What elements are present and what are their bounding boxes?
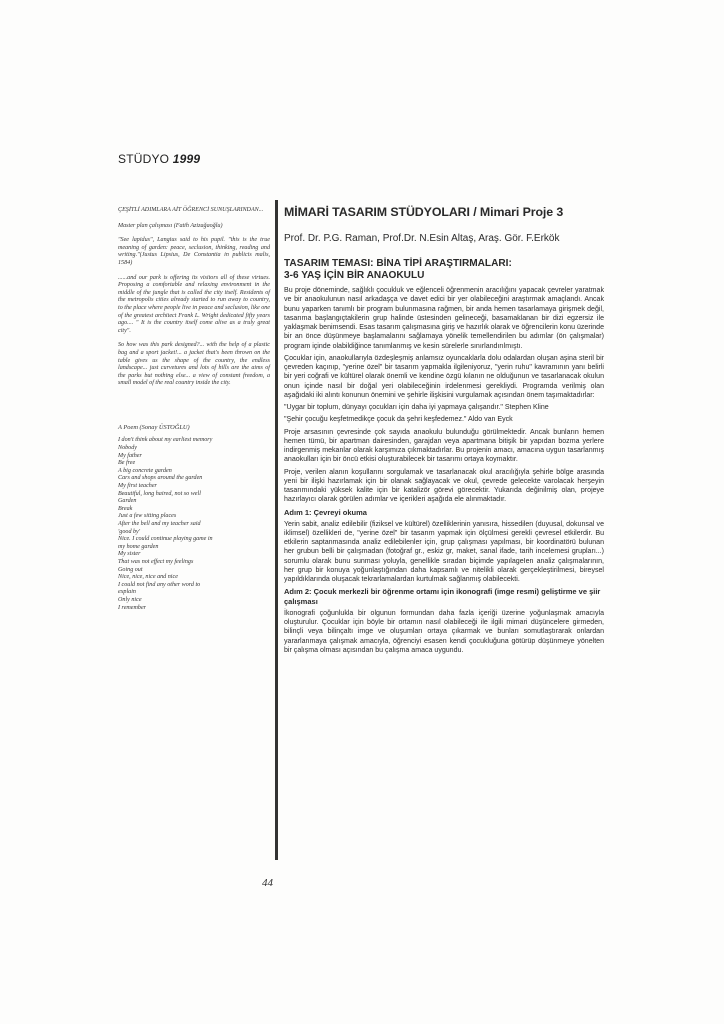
poem-line: I remember (118, 604, 147, 611)
poem-line: my home garden (118, 543, 159, 550)
poem-line: explain (118, 589, 136, 596)
master-plan-credit: Master plan çalışması (Fatih Azizağaoğlu) (118, 222, 223, 229)
poem-line: Cars and shops around the garden (118, 475, 203, 482)
poem-line: Nobody (118, 445, 137, 452)
paragraph-site: Proje arsasının çevresinde çok sayıda anaokulu bulunduğu görülmektedir. Ancak bunların hemen hemen tümü, bir apartman dairesinden, garajdan veya apartmana bitişik bir yapıdan bozma yerlere indirgenmiş mekanlar olarak karşımıza çıkmaktadırlar. Bu projenin amacı, amacına uygun tasarlanmış anaokulları için bir öncü etkisi oluşturabilecek bir tasarımı ortaya koymaktır. (284, 428, 604, 464)
poem-line: Nice, nice, nice and nice (118, 574, 178, 581)
running-head (118, 152, 200, 166)
sidebar-quote-2: ......and our park is offering its visitors all of these virtues. Proposing a comfortable and relaxing environment in the middle of the jungle that is called the city itself. Residents of the metropolis cities already started to run away to country, to the place where people live in peace and seclusion, like one of the greatest architect Frank L. Wright dedicated fifty years ago.... " It is the country itself come alive as a truly great city". (118, 274, 270, 334)
poem-line: Going out (118, 566, 143, 573)
poem (118, 437, 270, 612)
poem-line: Garden (118, 498, 137, 505)
paragraph-step-2: İkonografi çoğunlukla bir olgunun formundan daha fazla içeriği üzerine yoğunlaşmak amacıyla oluşturulur. Çocuklar için böyle bir ortamın nasıl olabileceği ile ilgili mimari düşüncelere girmeden, bilinçli veya bilinçaltı imge ve oluşumları ortaya çıkarmak ve bunları somutlaştırarak onlardan yararlanmaya çalışmak amacıyla, öğrenciyi esasen kendi çocukluğuna götürüp düşünmeye yönelten bir çalışma olması açısından bu çalışma amaca uygundu. (284, 609, 604, 654)
poem-line: My first teacher (118, 483, 157, 490)
poem-line: That was not effect my feelings (118, 558, 194, 565)
sidebar-quote-1: "See lapidus", Langius said to his pupil. "this is the true meaning of garden: peace, seclusion, thinking, reading and writing."(Justus Lipsius, De Constantia in publicis malis, 1584) (118, 237, 270, 266)
page-number: 44 (262, 877, 273, 889)
paragraph-intro: Bu proje döneminde, sağlıklı çocukluk ve eğlenceli öğrenmenin aracılığını yapacak çevreler yaratmak ve bir anaokulunun nasıl arkadaşça ve davet edici bir yer olabileceğini araştırmak amaçlandı. Ancak bunu yaparken tanımlı bir program bulunmasına rağmen, bir anda hemen tasarlamaya girişmek değil, tasarıma başlangıçtakilerin grup halinde üstesinden gelineceği, basamaklanan bir dizi egzersiz ile yaklaşmak benimsendi. Esas tasarım çalışmasına giriş ve hazırlık olarak ve öğrencilerin konu üzerinde bir an önce düşünmeye başlamalarını sağlamaya yönelik temellendirilen bu adımlar (ön çalışmalar) program içinde olabildiğince tanımlanmış ve kesin sürelerle sınırlandırılmıştı. (284, 287, 604, 350)
poem-line: Break (118, 505, 133, 512)
poem-line: Just a few sitting places (118, 513, 177, 520)
poem-title: A Poem (Sonay ÜSTOĞLU) (118, 423, 190, 431)
poem-line: My sister (118, 551, 141, 558)
quote-aldo-van-eyck: "Şehir çocuğu keşfetmedikçe çocuk da şehri keşfedemez." Aldo van Eyck (284, 416, 513, 424)
poem-line: Nice. I could continue playing game in (118, 536, 213, 543)
poem-line: I could not find any other word to (118, 581, 201, 588)
sidebar-column (118, 207, 270, 612)
journal-name: STÜDYO (118, 152, 170, 166)
step-1-heading: Adım 1: Çevreyi okuma (284, 507, 367, 517)
sidebar-heading: ÇEŞİTLİ ADIMLARA AİT ÖĞRENCİ SUNUŞLARINDAN... (118, 207, 264, 213)
poem-line: My father (118, 452, 142, 459)
theme-line-1: TASARIM TEMASI: BİNA TİPİ ARAŞTIRMALARI: (284, 258, 512, 269)
column-divider (275, 200, 278, 860)
sidebar-quote-3: So how was this park designed?... with the help of a plastic bag and a sport jacket!... a jacket that's been thrown on the table gives us the shape of the country, the endless landscape... just curvetures and lots of hills are the aims of the parks but nothing else... a view of constant freedom, a small model of the real country inside the city. (118, 342, 270, 387)
poem-line: I don't think about my earliest memory (118, 437, 213, 444)
poem-line: 'good by' (118, 528, 141, 535)
article-authors: Prof. Dr. P.G. Raman, Prof.Dr. N.Esin Altaş, Araş. Gör. F.Erkök (284, 233, 560, 244)
paragraph-step-1: Yerin sabit, analiz edilebilir (fiziksel ve kültürel) özelliklerinin yanısıra, hissedilen (duyusal, dokunsal ve iklimsel) özellikleri de, "yerine özel" bir tasarım yapmak için ölçülmesi gerekli çevresel etkilerdir. Bu etkilerin saptanmasında analiz edilebilenler için, grup çalışması yapılması, bir koordinatörü bulunan her grubun belli bir çalışmadan (fotoğraf gr., eskiz gr, maket, sanal ifade, tarih incelemesi grupları...) sorumlu olarak bunu sunması yoluyla, genellikle sıradan biçimde yapılageIen analiz çalışmalarının, her grup bir konuya yoğunlaştığından daha kapsamlı ve nitelikli olarak gerçekleştirilmesi, bireysel yapıldıklarında oluşacak tekrarlamalardan kurtulmak sağlanmış olabilecekti. (284, 520, 604, 584)
poem-line: Beautiful, long haired, not so well (118, 490, 201, 497)
article-column (284, 205, 604, 658)
paragraph-children: Çocuklar için, anaokullarıyla özdeşleşmiş anlamsız oyuncaklarla dolu odalardan oluşan aşina steril bir çevreden kaçınıp, "yerine özel" bir tasarım yapmakla ilgileniyoruz, "yerin ruhu" kavramının yanı belirli bir yeri coğrafi ve kültürel olarak önemli ve kendine özgü kılanın ne olduğunun ve tasarlanacak okulun onun içinde nasıl bir doğal yeri olabileceğinin irdelenmesi gerekliydi. Programda verilmiş olan aşağıdaki iki alıntı konunun önemini ve şehirle ilişkisini vurgulamak açısından önem taşımaktadırlar: (284, 354, 604, 399)
quote-stephen-kline: "Uygar bir toplum, dünyayı çocukları için daha iyi yapmaya çalışandır." Stephen Kline (284, 404, 549, 411)
theme-line-2: 3-6 YAŞ İÇİN BİR ANAOKULU (284, 269, 425, 281)
poem-line: After the bell and my teacher said (118, 521, 201, 527)
step-2-heading: Adım 2: Çocuk merkezli bir öğrenme ortamı için ikonografi (imge resmi) geliştirme ve şiir çalışması (284, 587, 601, 606)
paragraph-project: Proje, verilen alanın koşullarını sorgulamak ve tasarlanacak okul aracılığıyla şehirle bölge arasında yeni bir ilişki hazırlamak için bir olanak sağlayacak ve okul, çevrede gelecekte varolacak herşeyin tasarımındaki yüksek kalite için bir katalizör görevi görecektir. Yukarıda değinilmiş olan, projeye hazırlayıcı olarak görülen adımlar ve içerikleri aşağıda ele alınmaktadır. (284, 468, 604, 504)
journal-year: 1999 (172, 152, 201, 166)
design-theme-heading (284, 258, 604, 281)
poem-line: Only nice (118, 596, 142, 603)
poem-line: A big concrete garden (118, 467, 172, 474)
poem-line: Be free (118, 460, 136, 467)
article-title: MİMARİ TASARIM STÜDYOLARI / Mimari Proje 3 (284, 205, 564, 219)
